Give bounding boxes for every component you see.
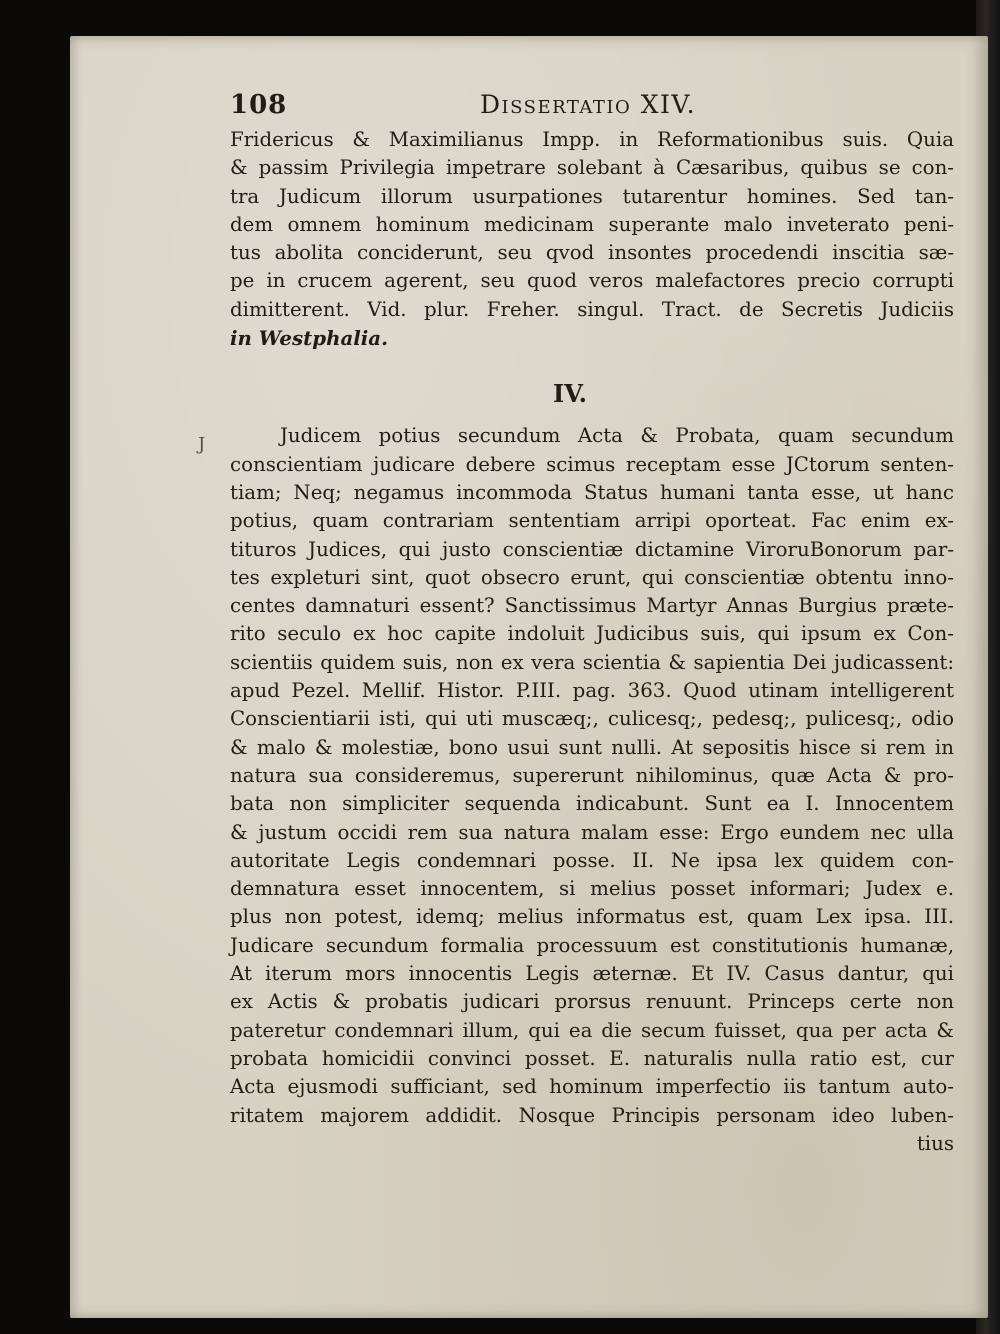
text-line: pe in crucem agerent, seu quod veros malefactores precio corrupti xyxy=(230,269,954,293)
page-text-block xyxy=(230,90,1000,1158)
text-line: natura sua consideremus, supererunt nihilominus, quæ Acta & pro- xyxy=(230,763,954,787)
page-number: 108 xyxy=(230,90,288,120)
text-line: plus non potest, idemq; melius informatus est, quam Lex ipsa. III. xyxy=(230,905,954,929)
text-line: Acta ejusmodi sufficiant, sed hominum imperfectio iis tantum auto- xyxy=(230,1075,954,1099)
text-line: dem omnem hominum medicinam superante malo inveterato peni- xyxy=(230,212,954,236)
text-line: centes damnaturi essent? Sanctissimus Martyr Annas Burgius præte- xyxy=(230,594,954,618)
section-number: IV. xyxy=(552,379,587,409)
paragraph-1 xyxy=(230,126,1000,352)
text-line: tiam; Neq; negamus incommoda Status humani tanta esse, ut hanc xyxy=(230,480,954,504)
text-line: & malo & molestiæ, bono usui sunt nulli. At sepositis hisce si rem in xyxy=(230,735,954,759)
text-line: Conscientiarii isti, qui uti muscæq;, culicesq;, pedesq;, pulicesq;, odio xyxy=(230,707,954,731)
text-line: tus abolita conciderunt, seu qvod insontes procedendi inscitia sæ- xyxy=(230,241,954,265)
text-line: conscientiam judicare debere scimus receptam esse JCtorum senten- xyxy=(230,452,954,476)
text-line: demnatura esset innocentem, si melius posset informari; Judex e. xyxy=(230,877,954,901)
catchword: tius xyxy=(916,1131,954,1155)
text-line: in Westphalia. xyxy=(230,326,389,351)
text-line: autoritate Legis condemnari posse. II. Ne ipsa lex quidem con- xyxy=(230,848,954,872)
text-line: Fridericus & Maximilianus Impp. in Reformationibus suis. Quia xyxy=(230,128,954,151)
text-line: apud Pezel. Mellif. Histor. P.III. pag. 363. Quod utinam intelligerent xyxy=(230,679,954,703)
text-line: ex Actis & probatis judicari prorsus renuunt. Princeps certe non xyxy=(230,990,954,1014)
text-line: & justum occidi rem sua natura malam esse: Ergo eundem nec ulla xyxy=(230,820,954,844)
text-line: rito seculo ex hoc capite indoluit Judicibus suis, qui ipsum ex Con- xyxy=(230,622,954,646)
text-line: ritatem majorem addidit. Nosque Principis personam ideo luben- xyxy=(230,1103,954,1127)
text-line: probata homicidii convinci posset. E. naturalis nulla ratio est, cur xyxy=(230,1046,954,1070)
text-line: scientiis quidem suis, non ex vera scientia & sapientia Dei judicassent: xyxy=(230,650,954,674)
text-line: tra Judicum illorum usurpationes tutarentur homines. Sed tan- xyxy=(230,184,954,208)
text-line: dimitterent. Vid. plur. Freher. singul. Tract. de Secretis Judiciis xyxy=(230,297,954,321)
text-line: pateretur condemnari illum, qui ea die secum fuisset, qua per acta & xyxy=(230,1018,954,1042)
text-line: Judicem potius secundum Acta & Probata, quam secundum xyxy=(280,424,954,448)
text-line: tituros Judices, qui justo conscientiæ dictamine ViroruBonorum par- xyxy=(230,537,954,561)
running-head xyxy=(230,90,950,126)
margin-mark: J xyxy=(198,434,206,455)
text-line: & passim Privilegia impetrare solebant à Cæsaribus, quibus se con- xyxy=(230,156,954,180)
running-title: Dissertatio XIV. xyxy=(480,90,697,119)
text-line: bata non simpliciter sequenda indicabunt. Sunt ea I. Innocentem xyxy=(230,792,954,816)
text-line: potius, quam contrariam sententiam arripi oporteat. Fac enim ex- xyxy=(230,509,954,533)
paragraph-2 xyxy=(230,422,1000,1158)
book-page xyxy=(70,36,988,1318)
text-line: tes expleturi sint, quot obsecro erunt, qui conscientiæ obtentu inno- xyxy=(230,565,954,589)
text-line: Judicare secundum formalia processuum est constitutionis humanæ, xyxy=(230,933,954,957)
text-line: At iterum mors innocentis Legis æternæ. Et IV. Casus dantur, qui xyxy=(230,962,954,986)
